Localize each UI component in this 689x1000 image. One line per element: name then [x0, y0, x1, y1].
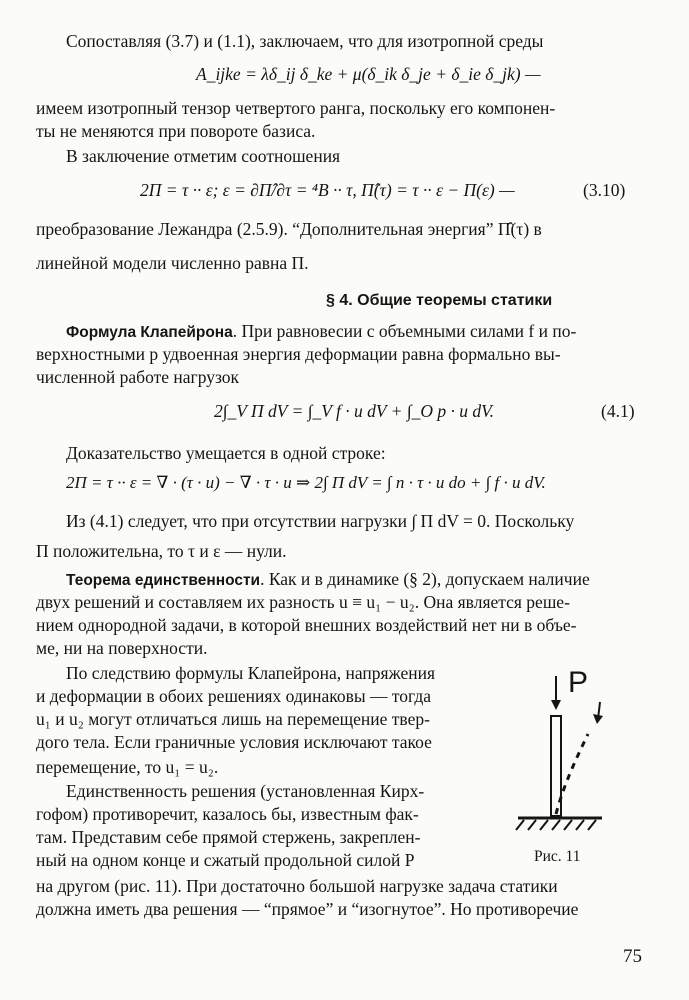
load-label: P — [568, 666, 589, 699]
runin-title: Теорема единственности — [66, 572, 261, 589]
equation-proof: 2Π = τ ·· ε = ∇ · (τ · u) − ∇ · τ · u ⇒ 2∫ Π dV = ∫ n · τ · u do + ∫ f · u dV. — [66, 473, 546, 492]
text-line: Сопоставляя (3.7) и (1.1), заключаем, что для изотропной среды — [66, 31, 544, 51]
text-line: гофом) противоречит, казалось бы, известным фак- — [36, 804, 419, 824]
ground-hatch — [516, 820, 596, 830]
arrow-head-icon — [551, 700, 561, 710]
figure-rod-buckling — [510, 664, 610, 834]
equation-3-10: 2Π = τ ·· ε; ε = ∂Π̂/∂τ = ⁴B ·· τ, Π̂(τ) = τ ·· ε − Π(ε) — — [140, 180, 515, 200]
text-line: численной работе нагрузок — [36, 367, 240, 387]
text-line: и деформации в обоих решениях одинаковы — тогда — [36, 686, 432, 706]
text-line: имеем изотропный тензор четвертого ранга, поскольку его компонен- — [36, 98, 556, 118]
equation-number: (3.10) — [583, 180, 626, 200]
text-line: верхностными p удвоенная энергия деформации равна формально вы- — [36, 344, 561, 364]
text-line: u₁ и u₂ могут отличаться лишь на перемещение твер- — [36, 709, 430, 729]
text-line: ный на одном конце и сжатый продольной силой P — [36, 850, 415, 870]
text-fragment: . Как и в динамике (§ 2), допускаем наличие — [260, 569, 590, 589]
text-line — [66, 320, 576, 344]
text-line: преобразование Лежандра (2.5.9). “Дополнительная энергия” Π̂(τ) в — [36, 219, 542, 239]
text-line: Из (4.1) следует, что при отсутствии нагрузки ∫ Π dV = 0. Поскольку — [66, 511, 575, 531]
text-line: ме, ни на поверхности. — [36, 638, 208, 658]
text-line: двух решений и составляем их разность u ≡ u₁ − u₂. Она является реше- — [36, 592, 570, 612]
text-line: Π положительна, то τ и ε — нули. — [36, 541, 287, 561]
arrow-head-icon — [593, 714, 603, 724]
text-line: Единственность решения (установленная Кирх- — [66, 781, 425, 801]
text-line: нием однородной задачи, в которой внешних воздействий нет ни в объе- — [36, 615, 577, 635]
text-line: на другом (рис. 11). При достаточно большой нагрузке задача статики — [36, 876, 558, 896]
text-line — [66, 568, 590, 592]
text-fragment: . При равновесии с объемными силами f и по- — [232, 321, 577, 341]
text-line: там. Представим себе прямой стержень, закреплен- — [36, 827, 421, 847]
section-heading: § 4. Общие теоремы статики — [326, 292, 553, 309]
text-line: перемещение, то u₁ = u₂. — [36, 757, 219, 777]
runin-title: Формула Клапейрона — [66, 324, 233, 341]
text-line: В заключение отметим соотношения — [66, 146, 341, 166]
equation-number: (4.1) — [601, 401, 635, 421]
text-line: ты не меняются при повороте базиса. — [36, 121, 316, 141]
text-line: должна иметь два решения — “прямое” и “изогнутое”. Но противоречие — [36, 899, 579, 919]
text-line: линейной модели численно равна Π. — [36, 253, 309, 273]
page-number: 75 — [623, 946, 642, 967]
text-line: По следствию формулы Клапейрона, напряжения — [66, 663, 435, 683]
equation-isotropic-tensor: A_ijke = λδ_ij δ_ke + μ(δ_ik δ_je + δ_ie δ_jk) — — [196, 64, 541, 84]
figure-caption: Рис. 11 — [534, 848, 581, 865]
text-line: Доказательство умещается в одной строке: — [66, 443, 386, 463]
text-line: дого тела. Если граничные условия исключают такое — [36, 732, 432, 752]
equation-4-1: 2∫_V Π dV = ∫_V f · u dV + ∫_O p · u dV. — [214, 401, 494, 421]
